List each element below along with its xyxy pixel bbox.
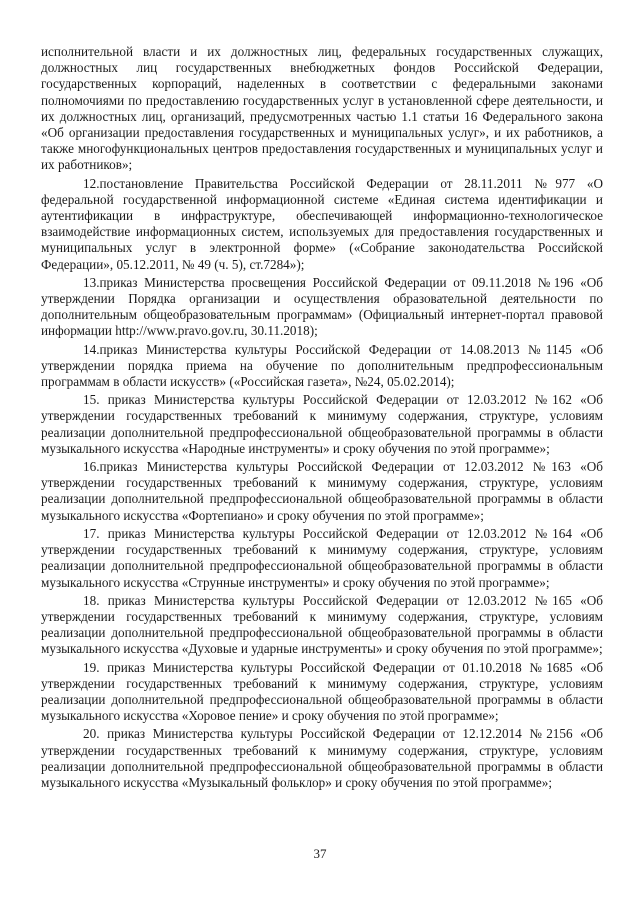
paragraph-item-15: 15. приказ Министерства культуры Российской Федерации от 12.03.2012 №162 «Об утверждении государственных требований к минимуму содержания, структуре, условиям реализации дополнительной предпрофессиональной общеобразовательной программы в области музыкального искусства «Народные инструменты» и сроку обучения по этой программе»; [41, 392, 603, 456]
paragraph-item-20: 20. приказ Министерства культуры Российской Федерации от 12.12.2014 №2156 «Об утверждении государственных требований к минимуму содержания, структуре, условиям реализации дополнительной предпрофессиональной общеобразовательной программы в области музыкального искусства «Музыкальный фольклор» и сроку обучения по этой программе»; [41, 726, 603, 790]
paragraph-item-13: 13.приказ Министерства просвещения Российской Федерации от 09.11.2018 №196 «Об утверждении Порядка организации и осуществления образовательной деятельности по дополнительным общеобразовательным программам» (Официальный интернет-портал правовой информации http://www.pravo.gov.ru, 30.11.2018); [41, 274, 603, 339]
paragraph-item-16: 16.приказ Министерства культуры Российской Федерации от 12.03.2012 №163 «Об утверждении государственных требований к минимуму содержания, структуре, условиям реализации дополнительной предпрофессиональной общеобразовательной программы в области музыкального искусства «Фортепиано» и сроку обучения по этой программе»; [41, 459, 603, 523]
paragraph-item-12: 12.постановление Правительства Российской Федерации от 28.11.2011 №977 «О федеральной государственной информационной системе «Единая система идентификации и аутентификации в инфраструктуре, обеспечивающей информационно-технологическое взаимодействие информационных систем, используемых для предоставления государственных и муниципальных услуг в электронной форме» («Собрание законодательства Российской Федерации», 05.12.2011, № 49 (ч. 5), ст.7284»); [41, 175, 603, 272]
paragraph-item-18: 18. приказ Министерства культуры Российской Федерации от 12.03.2012 №165 «Об утверждении государственных требований к минимуму содержания, структуре, условиям реализации дополнительной предпрофессиональной общеобразовательной программы в области музыкального искусства «Духовые и ударные инструменты» и сроку обучения по этой программе»; [41, 592, 603, 657]
document-body [41, 44, 603, 793]
paragraph-item-19: 19. приказ Министерства культуры Российской Федерации от 01.10.2018 №1685 «Об утверждении государственных требований к минимуму содержания, структуре, условиям реализации дополнительной предпрофессиональной общеобразовательной программы в области музыкального искусства «Хоровое пение» и сроку обучения по этой программе»; [41, 659, 603, 724]
paragraph-item-17: 17. приказ Министерства культуры Российской Федерации от 12.03.2012 №164 «Об утверждении государственных требований к минимуму содержания, структуре, условиям реализации дополнительной предпрофессиональной общеобразовательной программы в области музыкального искусства «Струнные инструменты» и сроку обучения по этой программе»; [41, 525, 603, 590]
paragraph-item-14: 14.приказ Министерства культуры Российской Федерации от 14.08.2013 №1145 «Об утверждении порядка приема на обучение по дополнительным предпрофессиональным программам в области искусств» («Российская газета», №24, 05.02.2014); [41, 341, 603, 390]
paragraph-continuation: исполнительной власти и их должностных лиц, федеральных государственных служащих, должностных лиц государственных внебюджетных фондов Российской Федерации, государственных корпораций, наделенных в соответствии с федеральными законами полномочиями по предоставлению государственных услуг в установленной сфере деятельности, и их должностных лиц, организаций, предусмотренных частью 1.1 статьи 16 Федерального закона «Об организации предоставления государственных и муниципальных услуг», и их работников, а также многофункциональных центров предоставления государственных и муниципальных услуг и их работников»; [41, 44, 603, 173]
page-number: 37 [313, 846, 327, 861]
